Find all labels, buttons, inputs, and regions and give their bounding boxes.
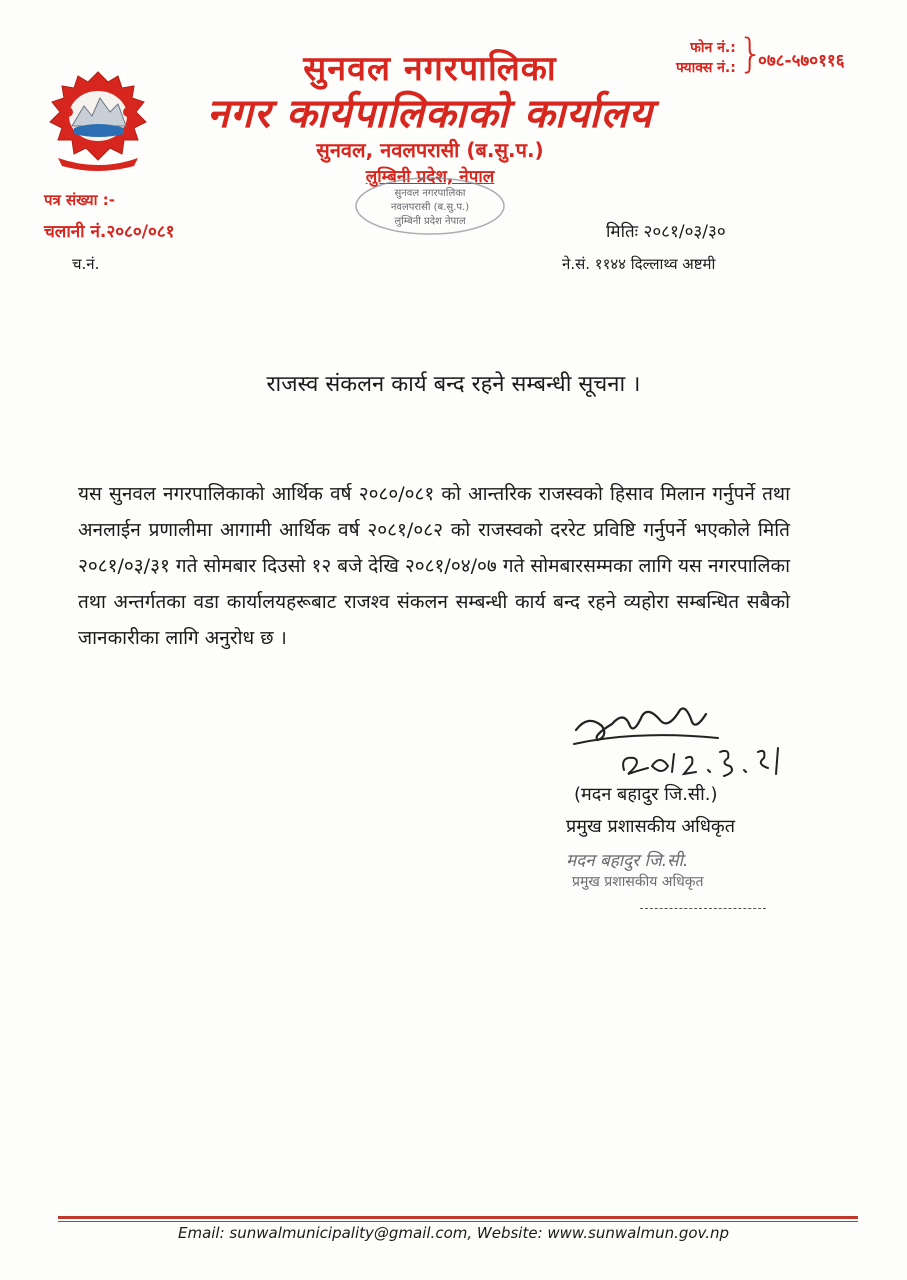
fax-label: फ्याक्स नं.: [676, 60, 736, 76]
letter-date: मितिः २०८१/०३/३० [606, 222, 726, 242]
address-line-1: सुनवल, नवलपरासी (ब.सु.प.) [316, 138, 544, 162]
stamp-text-mid: नवलपरासी (ब.सु.प.) [390, 202, 470, 213]
office-stamp [350, 174, 510, 238]
nepal-sambat-date: ने.सं. ११४४ दिल्लाथ्व अष्टमी [562, 255, 716, 273]
handwritten-signature [568, 696, 800, 788]
letter-number-label: पत्र संख्या :- [44, 191, 115, 209]
address-line-2: लुम्बिनी प्रदेश, नेपाल [365, 167, 495, 187]
footer-contact: Email: sunwalmunicipality@gmail.com, Website: www.sunwalmun.gov.np [177, 1224, 729, 1242]
signatory-title: प्रमुख प्रशासकीय अधिकृत [566, 816, 735, 837]
dispatch-number-text: चलानी नं.२०८०/०८१ [44, 222, 175, 242]
phone-label: फोन नं.: [690, 40, 736, 56]
dispatch-number [44, 219, 174, 242]
signatory-name: (मदन बहादुर जि.सी.) [574, 784, 718, 805]
office-name: नगर कार्यपालिकाको कार्यालय [207, 91, 653, 137]
notice-body: यस सुनवल नगरपालिकाको आर्थिक वर्ष २०८०/०८१ को आन्तरिक राजस्वको हिसाव मिलान गर्नुपर्ने तथा अनलाईन प्रणालीमा आगामी आर्थिक वर्ष २०८१/०८२ को राजस्वको दररेट प्रविष्टि गर्नुपर्ने भएकोले मिति २०८१/०३/३१ गते सोमबार दिउसो १२ बजे देखि २०८१/०४/०७ गते सोमबारसम्मका लागि यस नगरपालिका तथा अन्तर्गतका वडा कार्यालयहरूबाट राजश्व संकलन सम्बन्धी कार्य बन्द रहने व्यहोरा सम्बन्धित सबैको जानकारीका लागि अनुरोध छ । [78, 483, 790, 649]
contact-labels [676, 38, 736, 78]
stamp-text-bottom: लुम्बिनी प्रदेश नेपाल [394, 216, 466, 227]
footer-divider [58, 1216, 858, 1219]
ch-number-label: च.नं. [72, 255, 100, 273]
phone-number: ०७८-५७०११६ [758, 51, 845, 71]
brace-divider: } [738, 31, 764, 77]
seal-underline [640, 908, 766, 909]
seal-name: मदन बहादुर जि.सी. [566, 851, 689, 871]
stamp-text-top: सुनवल नगरपालिका [394, 188, 466, 199]
seal-title: प्रमुख प्रशासकीय अधिकृत [572, 874, 704, 890]
footer-divider-thin [58, 1221, 858, 1222]
municipality-name: सुनवल नगरपालिका [303, 49, 557, 89]
notice-subject: राजस्व संकलन कार्य बन्द रहने सम्बन्धी सूचना । [266, 372, 641, 397]
